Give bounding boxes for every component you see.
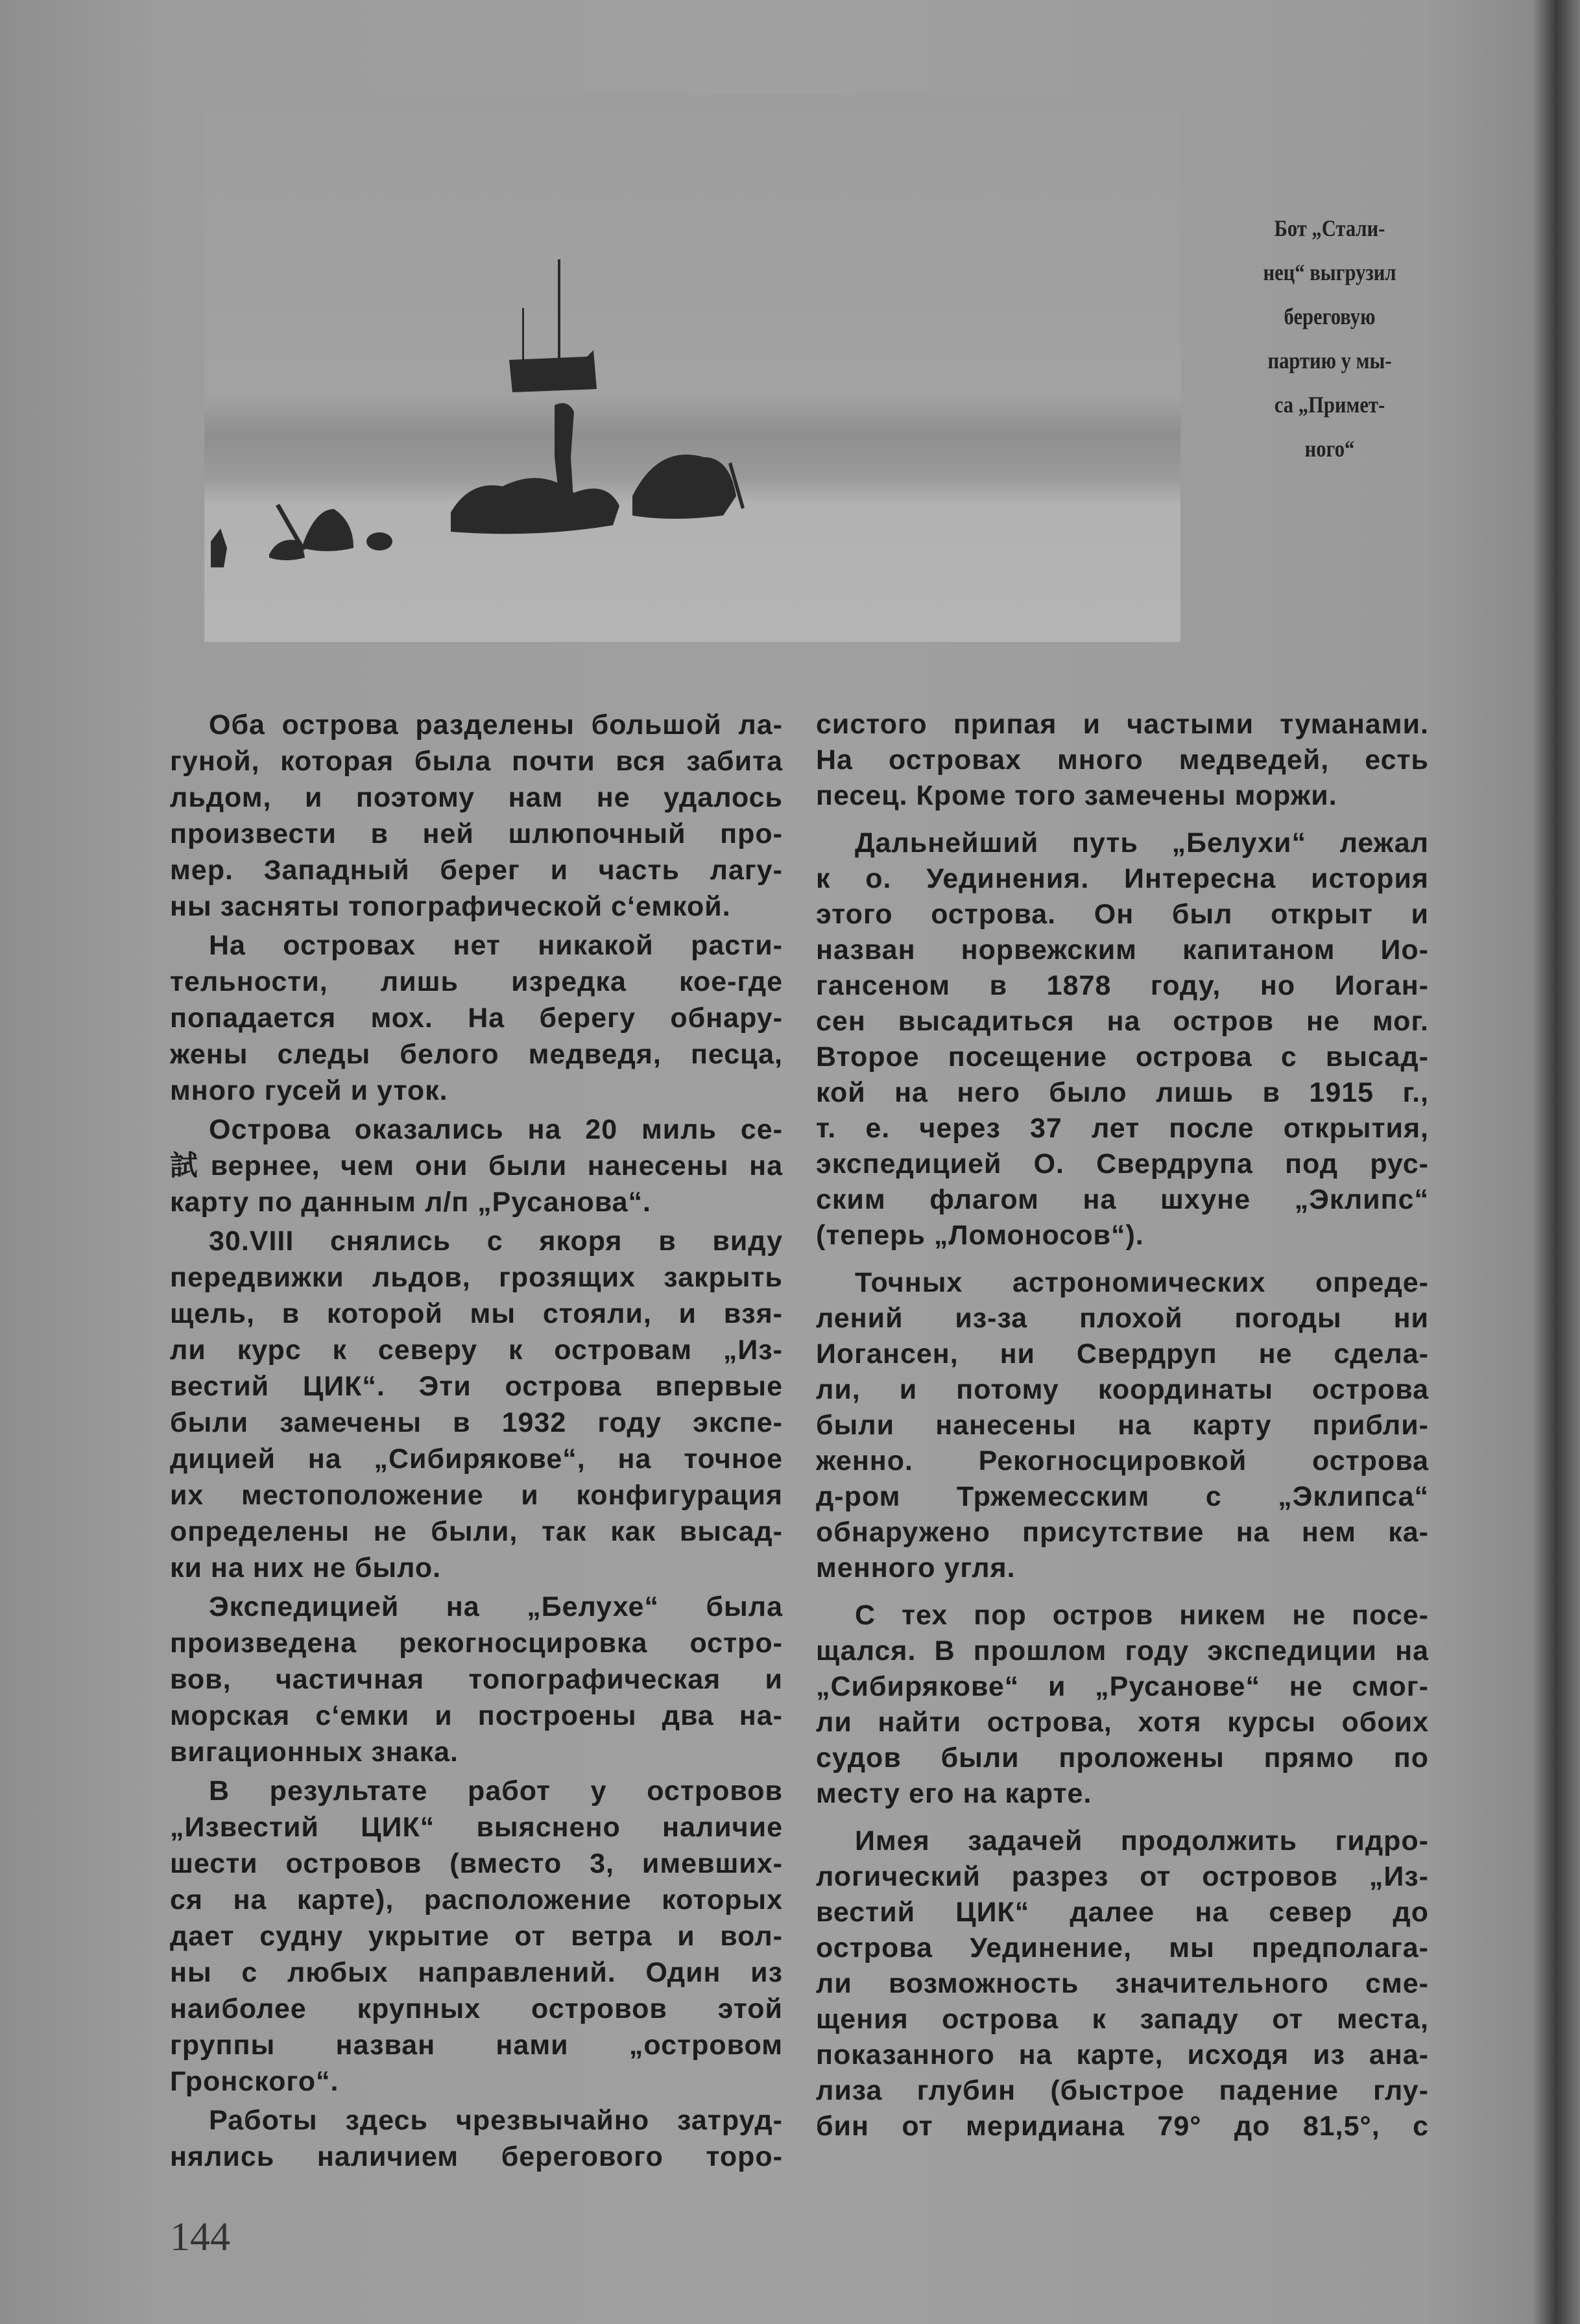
caption-line: партию у мы- [1267,348,1392,374]
text-line: гансеном в 1878 году, но Иоган- [816,970,1429,1001]
paragraph [170,927,783,1109]
photo-scene [204,94,1180,642]
text-line: к о. Уединения. Интересна история [816,863,1429,894]
text-column-left [170,707,783,2175]
text-line: их местоположение и конфигурация [170,1480,783,1511]
text-line: щался. В прошлом году экспедиции на [816,1635,1429,1666]
text-line: (теперь „Ломоносов“). [816,1220,1144,1251]
text-line: определены не были, так как высад- [170,1516,783,1547]
text-line: Дальнейший путь „Белухи“ лежал [855,827,1429,859]
text-line: Иогансен, ни Свердруп не сдела- [816,1338,1429,1370]
text-line: С тех пор остров никем не посе- [855,1600,1429,1631]
text-line: шести островов (вместо 3, имевших- [170,1848,783,1879]
caption-line: са „Примет- [1274,392,1385,418]
expedition-photo [204,94,1180,642]
text-line: морская с‘емки и построены два на- [170,1700,783,1731]
text-line: ны засняты топографической с‘емкой. [170,891,731,922]
text-line: ли курс к северу к островам „Из- [170,1334,783,1366]
paragraph [170,2102,783,2175]
text-line: гуной, которая была почти вся забита [170,746,783,777]
text-line: т. е. через 37 лет после открытия, [816,1113,1429,1144]
text-line: месту его на карте. [816,1778,1092,1809]
text-line: вестий ЦИК“. Эти острова впервые [170,1371,783,1402]
text-line: ским флагом на шхуне „Эклипс“ [816,1184,1429,1215]
text-line: Второе посещение острова с высад- [816,1041,1429,1073]
caption-line: ного“ [1304,436,1355,462]
text-line: Точных астрономических опреде- [855,1267,1429,1298]
text-line: мер. Западный берег и часть лагу- [170,855,783,886]
text-line: женно. Рекогносцировкой острова [816,1445,1429,1476]
text-line: сен высадиться на остров не мог. [816,1006,1429,1037]
text-line: ны с любых направлений. Один из [170,1957,783,1988]
text-line: дицией на „Сибирякове“, на точное [170,1443,783,1475]
text-line: песец. Кроме того замечены моржи. [816,780,1337,811]
paragraph [170,1773,783,2100]
text-line: показанного на карте, исходя из ана- [816,2039,1429,2070]
text-line: ся на карте), расположение которых [170,1884,783,1915]
text-line: Экспедицией на „Белухе“ была [209,1591,783,1622]
text-line: группы назван нами „островом [170,2030,783,2061]
text-line: тельности, лишь изредка кое-где [170,966,783,997]
paragraph [816,1265,1429,1586]
text-line: назван норвежским капитаном Ио- [816,934,1429,966]
text-line: произведена рекогносцировка остро- [170,1628,783,1659]
caption-line: береговую [1284,303,1376,329]
caption-line: нец“ выгрузил [1263,259,1396,285]
text-line: лений из-за плохой погоды ни [816,1303,1429,1334]
text-line: экспедицией О. Свердрупа под рус- [816,1148,1429,1180]
text-line: щель, в которой мы стояли, и взя- [170,1298,783,1329]
photo-caption [1236,206,1424,471]
text-line: произвести в ней шлюпочный про- [170,818,783,849]
marker-post [211,528,227,567]
text-line: менного угля. [816,1552,1016,1583]
paragraph [816,1823,1429,2144]
cargo-pile [451,478,619,534]
cargo-pile [366,532,392,551]
text-line: нялись наличием берегового торо- [170,2141,783,2172]
text-line: карту по данным л/п „Русанова“. [170,1187,651,1218]
text-line: На островах много медведей, есть [816,744,1429,776]
text-line: передвижки льдов, грозящих закрыть [170,1262,783,1293]
text-line: логический разрез от островов „Из- [816,1861,1429,1892]
text-line: В результате работ у островов [209,1775,783,1807]
text-line: 試вернее, чем они были нанесены на [170,1150,783,1181]
text-line: этого острова. Он был открыт и [816,899,1429,930]
text-line: дает судну укрытие от ветра и вол- [170,1921,783,1952]
text-line: льдом, и поэтому нам не удалось [170,782,783,813]
text-line: щения острова к западу от места, [816,2004,1429,2035]
text-line: были нанесены на карту прибли- [816,1410,1429,1441]
text-line: „Известий ЦИК“ выяснено наличие [170,1812,783,1843]
text-line: наиболее крупных островов этой [170,1993,783,2024]
paragraph [816,1598,1429,1812]
text-line: Оба острова разделены большой ла- [209,709,783,741]
text-line: ли, и потому координаты острова [816,1374,1429,1405]
paragraph [170,1223,783,1586]
text-line: систого припая и частыми туманами. [816,709,1429,740]
page-number: 144 [170,2215,230,2259]
text-line: кой на него было лишь в 1915 г., [816,1077,1429,1108]
text-line: Острова оказались на 20 миль се- [209,1114,783,1145]
paragraph [170,707,783,925]
text-line: вов, частичная топографическая и [170,1664,783,1695]
cargo-pile [302,509,353,551]
text-line: д-ром Тржемесским с „Эклипса“ [816,1481,1429,1512]
paragraph [170,1589,783,1770]
text-line: ки на них не было. [170,1552,442,1583]
text-line: много гусей и уток. [170,1075,448,1106]
text-line: вигационных знака. [170,1737,459,1768]
text-line: попадается мох. На берегу обнару- [170,1002,783,1034]
paragraph [816,707,1429,814]
paragraph [170,1111,783,1220]
paragraph [816,825,1429,1253]
cargo-pile [632,455,736,519]
text-line: были замечены в 1932 году экспе- [170,1407,783,1438]
text-line: судов были проложены прямо по [816,1742,1429,1773]
text-line: Имея задачей продолжить гидро- [855,1825,1429,1856]
text-line: обнаружено присутствие на нем ка- [816,1517,1429,1548]
text-line: Гронского“. [170,2066,339,2097]
text-line: лиза глубин (быстрое падение глу- [816,2075,1429,2106]
text-line: бин от меридиана 79° до 81,5°, с [816,2111,1429,2142]
text-line: Работы здесь чрезвычайно затруд- [209,2105,783,2136]
text-line: На островах нет никакой расти- [209,930,783,961]
text-line: 30.VIII снялись с якоря в виду [209,1226,783,1257]
text-line: ли возможность значительного сме- [816,1968,1429,1999]
text-line: острова Уединение, мы предполага- [816,1932,1429,1963]
caption-line: Бот „Стали- [1274,215,1385,241]
text-line: жены следы белого медведя, песца, [170,1039,783,1070]
text-line: ли найти острова, хотя курсы обоих [816,1707,1429,1738]
text-line: вестий ЦИК“ далее на север до [816,1897,1429,1928]
text-column-right [816,707,1429,2144]
text-line: „Сибирякове“ и „Русанове“ не смог- [816,1671,1429,1702]
